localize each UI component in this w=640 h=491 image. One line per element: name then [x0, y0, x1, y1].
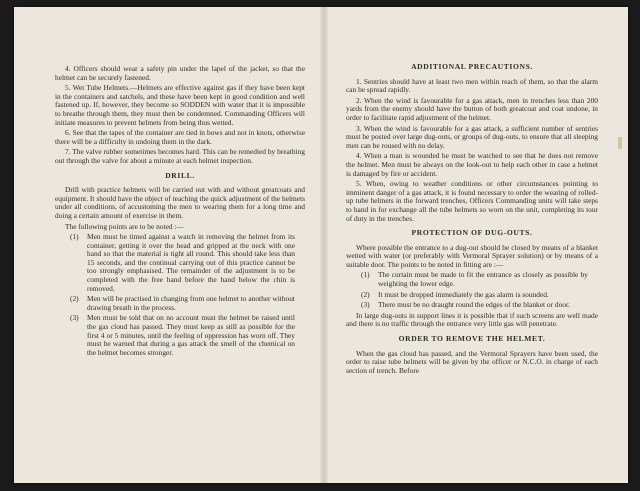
dugout-point-2	[346, 291, 598, 300]
remove-helmet-paragraph: When the gas cloud has passed, and the Vermoral Sprayers have been used, the order to raise tube helmets will be given by the officer or N.C.O. in charge of each section of trench. Before	[346, 348, 598, 375]
precaution-2: 2. When the wind is favourable for a gas attack, men in trenches less than 200 yards from the enemy should have the button of both greatcoat and coat undone, in order to facilitate rapid adjustment of the helmet.	[346, 95, 598, 122]
document-sheet	[14, 7, 628, 483]
point-text: There must be no draught round the edges of the blanket or door.	[378, 300, 570, 310]
point-text: Men must be timed against a watch in removing the helmet from its container, getting it over the head and gripped at the neck with one hand so that the material is tight all round. This should take less than 15 seconds, and the continual carrying out of this practice cannot be too strongly emphasised. The remainder of the adjustment is to be completed with the free hand before the hand below the chin is removed.	[87, 232, 295, 293]
paper-stain	[618, 137, 622, 149]
point-number: (3)	[361, 300, 370, 310]
drill-point-3	[55, 314, 305, 357]
point-number: (1)	[361, 270, 370, 280]
page-fold	[320, 7, 328, 483]
drill-paragraph: Drill with practice helmets will be carried out with and without greatcoats and equipment. It should have the object of teaching the quick adjustment of the helmets under all conditions, of accustoming the men to wearing them for a long time and doing a certain amount of exercise in them.	[55, 185, 305, 220]
dugouts-heading: PROTECTION OF DUG-OUTS.	[411, 228, 533, 238]
right-column	[346, 63, 598, 483]
left-column	[55, 65, 305, 483]
point-text: It must be dropped immediately the gas alarm is sounded.	[378, 289, 549, 299]
precautions-heading: ADDITIONAL PRECAUTIONS.	[411, 62, 533, 71]
point-number: (2)	[70, 294, 79, 304]
remove-helmet-heading: ORDER TO REMOVE THE HELMET.	[398, 334, 546, 344]
drill-points-intro: The following points are to be noted :—	[65, 221, 184, 231]
paragraph-7: 7. The valve rubber sometimes becomes hard. This can be remedied by breathing out through the valve for about a minute at each helmet inspection.	[55, 147, 305, 165]
drill-point-1	[55, 233, 305, 293]
point-number: (2)	[361, 289, 370, 299]
point-number: (3)	[70, 313, 79, 323]
point-text: Men will be practised in changing from one helmet to another without drawing breath in the process.	[87, 294, 295, 312]
dugout-point-1	[346, 271, 598, 288]
precaution-3: 3. When the wind is favourable for a gas attack, a sufficient number of sentries must be posted over large dug-outs, or groups of dug-outs, to ensure that all sleeping men can be roused with no delay.	[346, 123, 598, 150]
precaution-5: 5. When, owing to weather conditions or other circumstances pointing to imminent danger of a gas attack, it is found necessary to order the wearing of rolled-up tube helmets in the forward trenches, Officers Commanding units will take steps to hand in for exchange all the tube helmets so worn on the unit, completing its tour of duty in the trenches.	[346, 179, 598, 223]
dugout-point-3	[346, 301, 598, 310]
point-number: (1)	[70, 232, 79, 242]
dugouts-intro: Where possible the entrance to a dug-out should be closed by means of a blanket wetted with water (or preferably with Vermoral Sprayer solution) or by means of a suitable door. The points to be noted in fitting are :—	[346, 242, 598, 269]
paragraph-5: 5. Wet Tube Helmets.—Helmets are effective against gas if they have been kept in the containers and satchels, and these have been kept in good condition and well fastened up. If, however, they become so SODDEN with water that it is impossible to breathe through them, they must then be condemned. Commanding Officers will initiate measures to prevent helmets from being thus wetted.	[55, 83, 305, 127]
precaution-1: 1. Sentries should have at least two men within reach of them, so that the alarm can be spread rapidly.	[346, 76, 598, 95]
drill-heading: DRILL.	[165, 170, 195, 180]
paragraph-6: 6. See that the tapes of the container are tied in bows and not in knots, otherwise there will be a difficulty in undoing them in the dark.	[55, 128, 305, 146]
point-text: Men must be told that on no account must the helmet be raised until the gas cloud has passed. They must keep as still as possible for the first 4 or 5 minutes, until the feeling of oppression has worn off. They must be warned that during a gas attack the smell of the chemical on the helmet becomes stronger.	[87, 313, 295, 357]
drill-point-2	[55, 295, 305, 312]
precaution-4: 4. When a man is wounded he must be watched to see that he does not remove the helmet. Men must be always on the look-out to help each other in case a helmet is damaged by fire or accident.	[346, 151, 598, 178]
dugouts-after: In large dug-outs in support lines it is possible that if such screens are well made and there is no traffic through the entrance very little gas will penetrate.	[346, 310, 598, 329]
paragraph-4: 4. Officers should wear a safety pin under the lapel of the jacket, so that the helmet can be securely fastened.	[55, 64, 305, 82]
point-text: The curtain must be made to fit the entrance as closely as possible by weighting the lower edge.	[378, 270, 588, 289]
